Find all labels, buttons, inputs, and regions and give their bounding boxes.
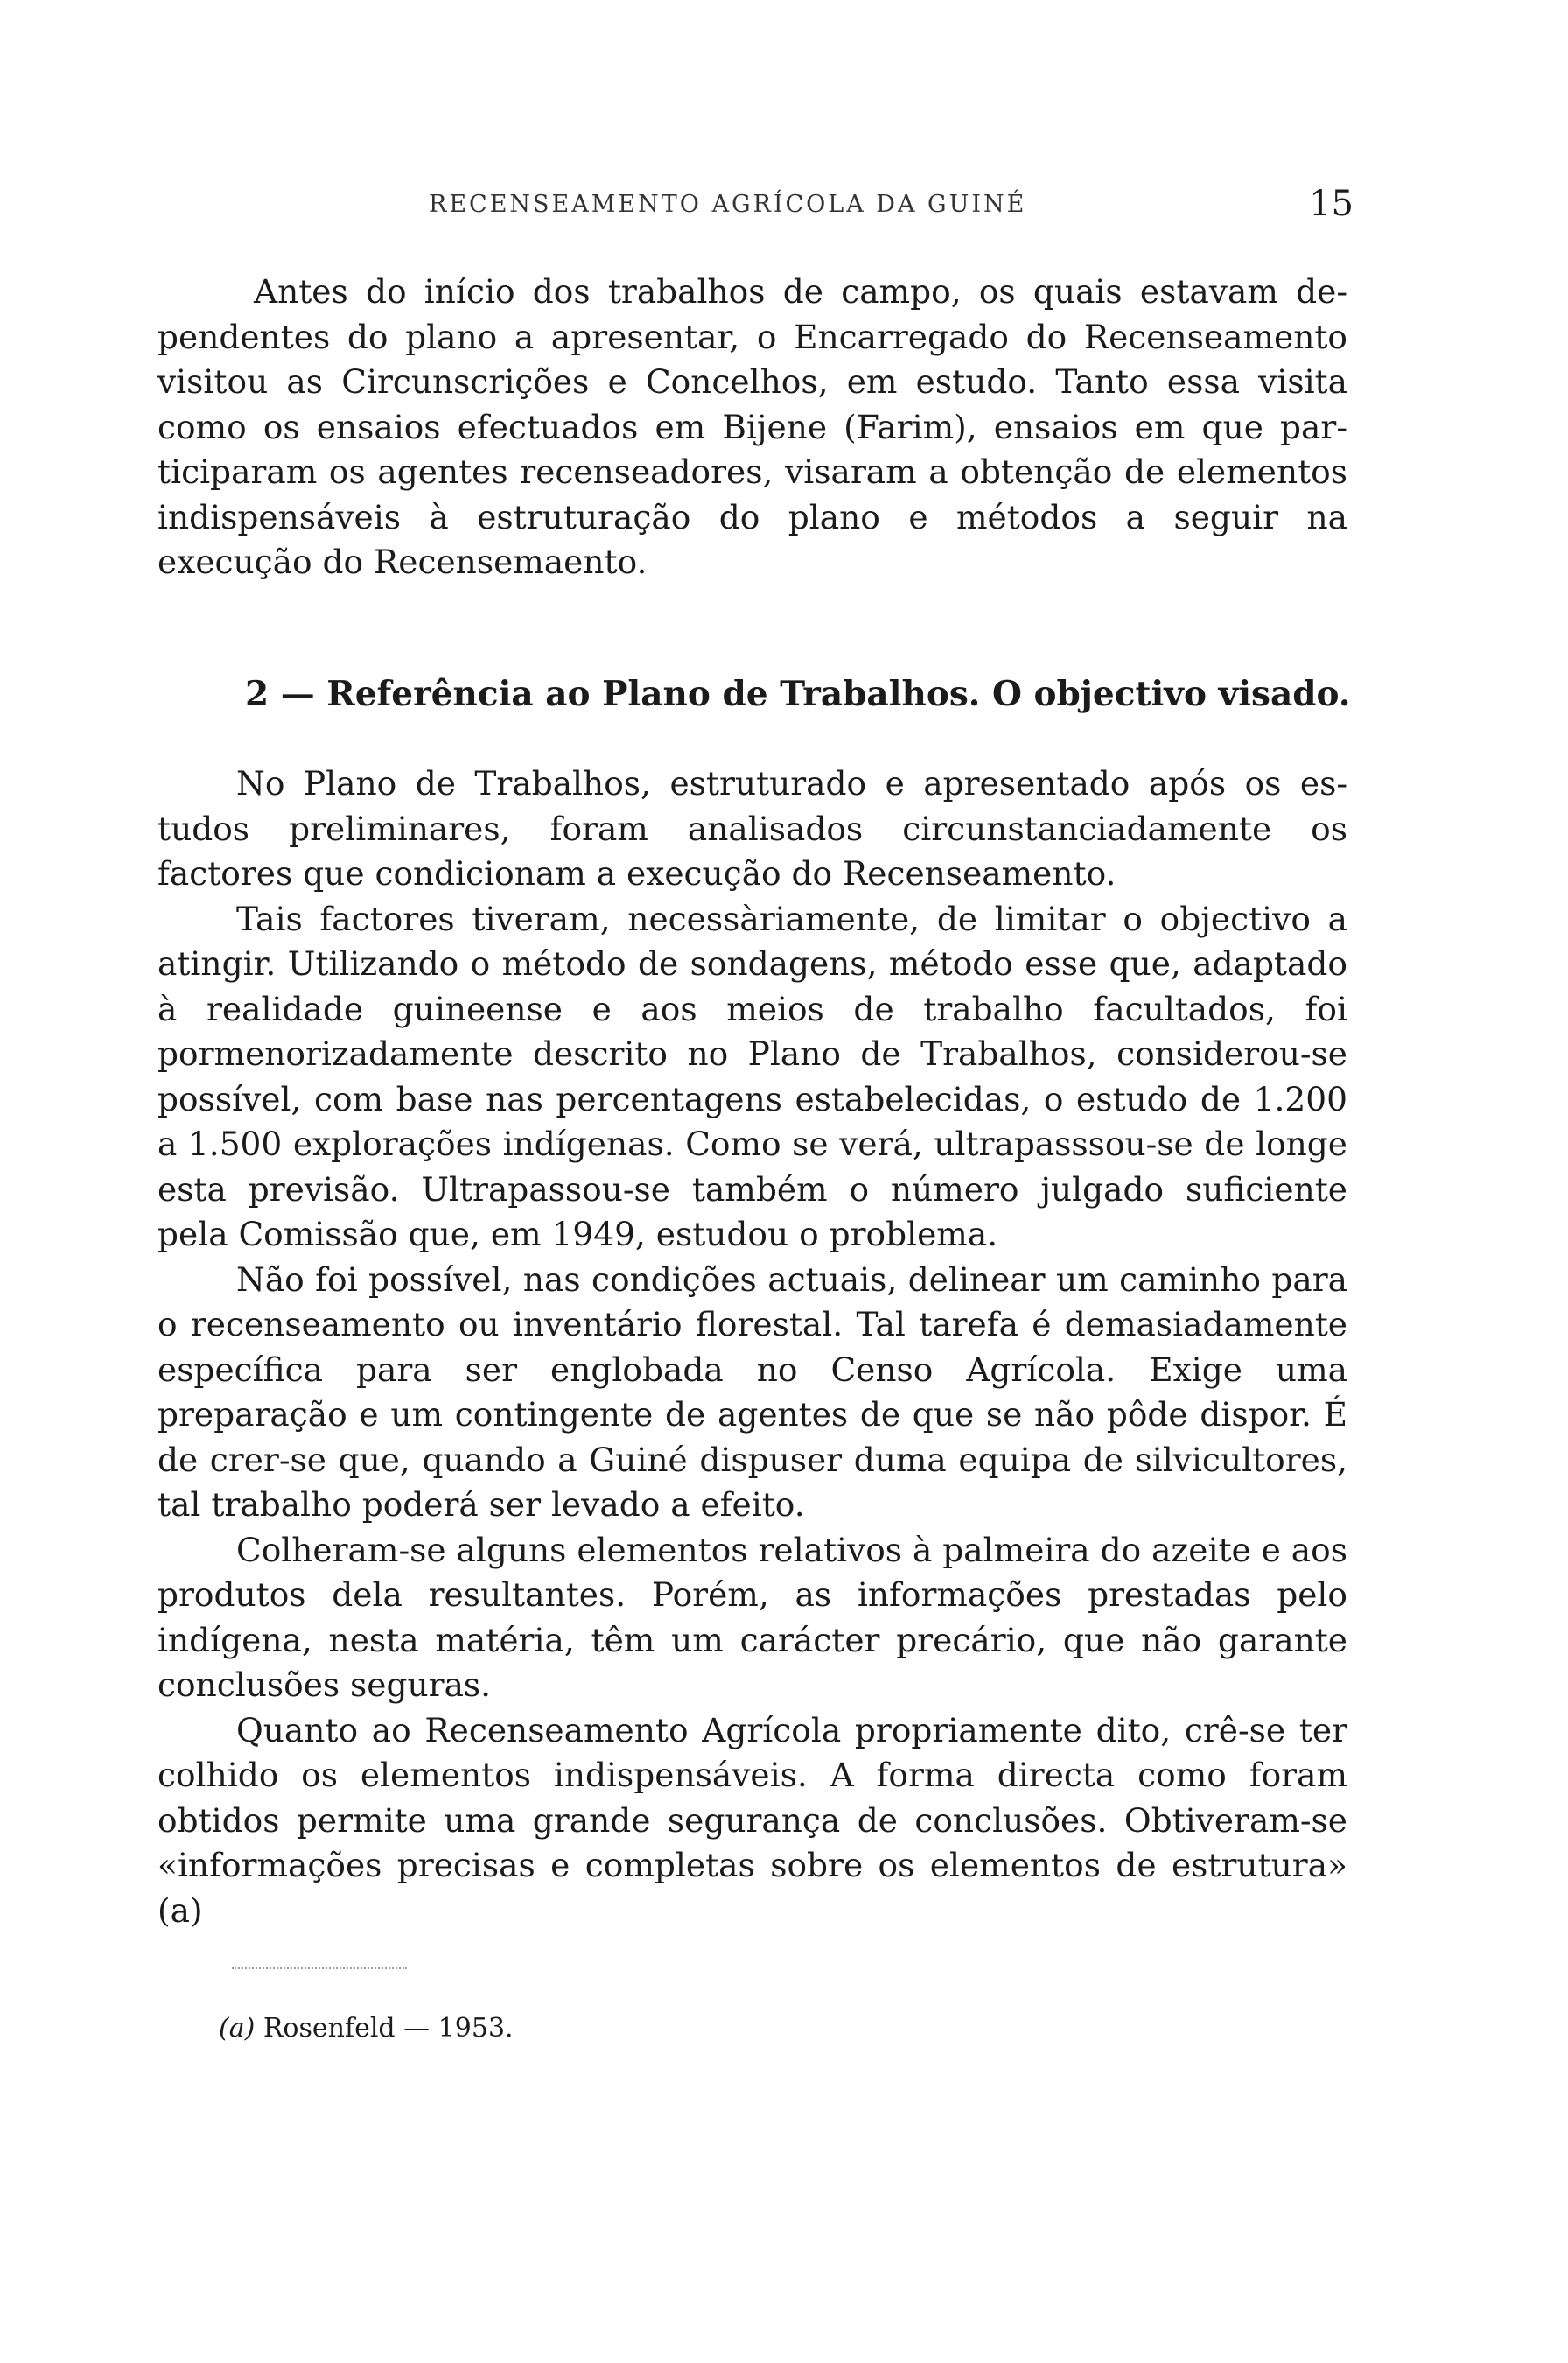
section-heading: 2 — Referência ao Plano de Trabalhos. O objectivo visado. xyxy=(245,674,1351,714)
intro-paragraph: Antes do início dos trabalhos de campo, os quais estavam dependentes do plano a apresentar, o Encarregado do Recenseamento visitou as Circunscrições e Concelhos, em estudo. Tanto essa visita como os ensaios efectuados em Bijene (Farim), ensaios em que participaram os agentes recenseadores, visaram a obtenção de elementos indispensáveis à estruturação do plano e métodos a seguir na execução do Recensemaento. xyxy=(158,272,1348,581)
body-paragraph: No Plano de Trabalhos, estruturado e apresentado após os estudos preliminares, foram analisados circunstanciadamente os factores que condicionam a execução do Recenseamento. xyxy=(158,764,1348,893)
section-body xyxy=(158,761,1348,1933)
intro-block xyxy=(158,270,1348,585)
running-title: RECENSEAMENTO AGRÍCOLA DA GUINÉ xyxy=(429,191,1027,218)
footnote-rule xyxy=(232,1967,407,1969)
body-paragraph: Colheram-se alguns elementos relativos à palmeira do azeite e aos produtos dela resultantes. Porém, as informações prestadas pelo indígena, nesta matéria, têm um carácter precário, que não garante conclusões seguras. xyxy=(158,1530,1348,1704)
footnote xyxy=(219,2013,514,2044)
body-paragraph: Não foi possível, nas condições actuais, delinear um caminho para o recenseamento ou inventário florestal. Tal tarefa é demasiadamente específica para ser englobada no Censo Agrícola. Exige uma preparação e um contingente de agentes de que se não pôde dispor. É de crer-se que, quando a Guiné dispuser duma equipa de silvicultores, tal trabalho poderá ser levado a efeito. xyxy=(158,1259,1348,1524)
page-header xyxy=(166,184,1354,228)
footnote-mark: (a) xyxy=(219,2013,256,2044)
body-paragraph: Tais factores tiveram, necessàriamente, de limitar o objectivo a atingir. Utilizando o método de sondagens, método esse que, adaptado à realidade guineense e aos meios de trabalho facultados, foi pormenorizadamente descrito no Plano de Trabalhos, considerou-se possível, com base nas percentagens estabelecidas, o estudo de 1.200 a 1.500 explorações indígenas. Como se verá, ultrapasssou-se de longe esta previsão. Ultrapassou-se também o número julgado suficiente pela Comissão que, em 1949, estudou o problema. xyxy=(158,899,1348,1253)
body-paragraph: Quanto ao Recenseamento Agrícola propriamente dito, crê-se ter colhido os elementos indispensáveis. A forma directa como foram obtidos permite uma grande segurança de conclusões. Obtiveram-se «informações precisas e completas sobre os elementos de estrutura» (a) xyxy=(158,1710,1348,1930)
page-number: 15 xyxy=(1309,184,1354,224)
footnote-text: Rosenfeld — 1953. xyxy=(262,2013,514,2044)
